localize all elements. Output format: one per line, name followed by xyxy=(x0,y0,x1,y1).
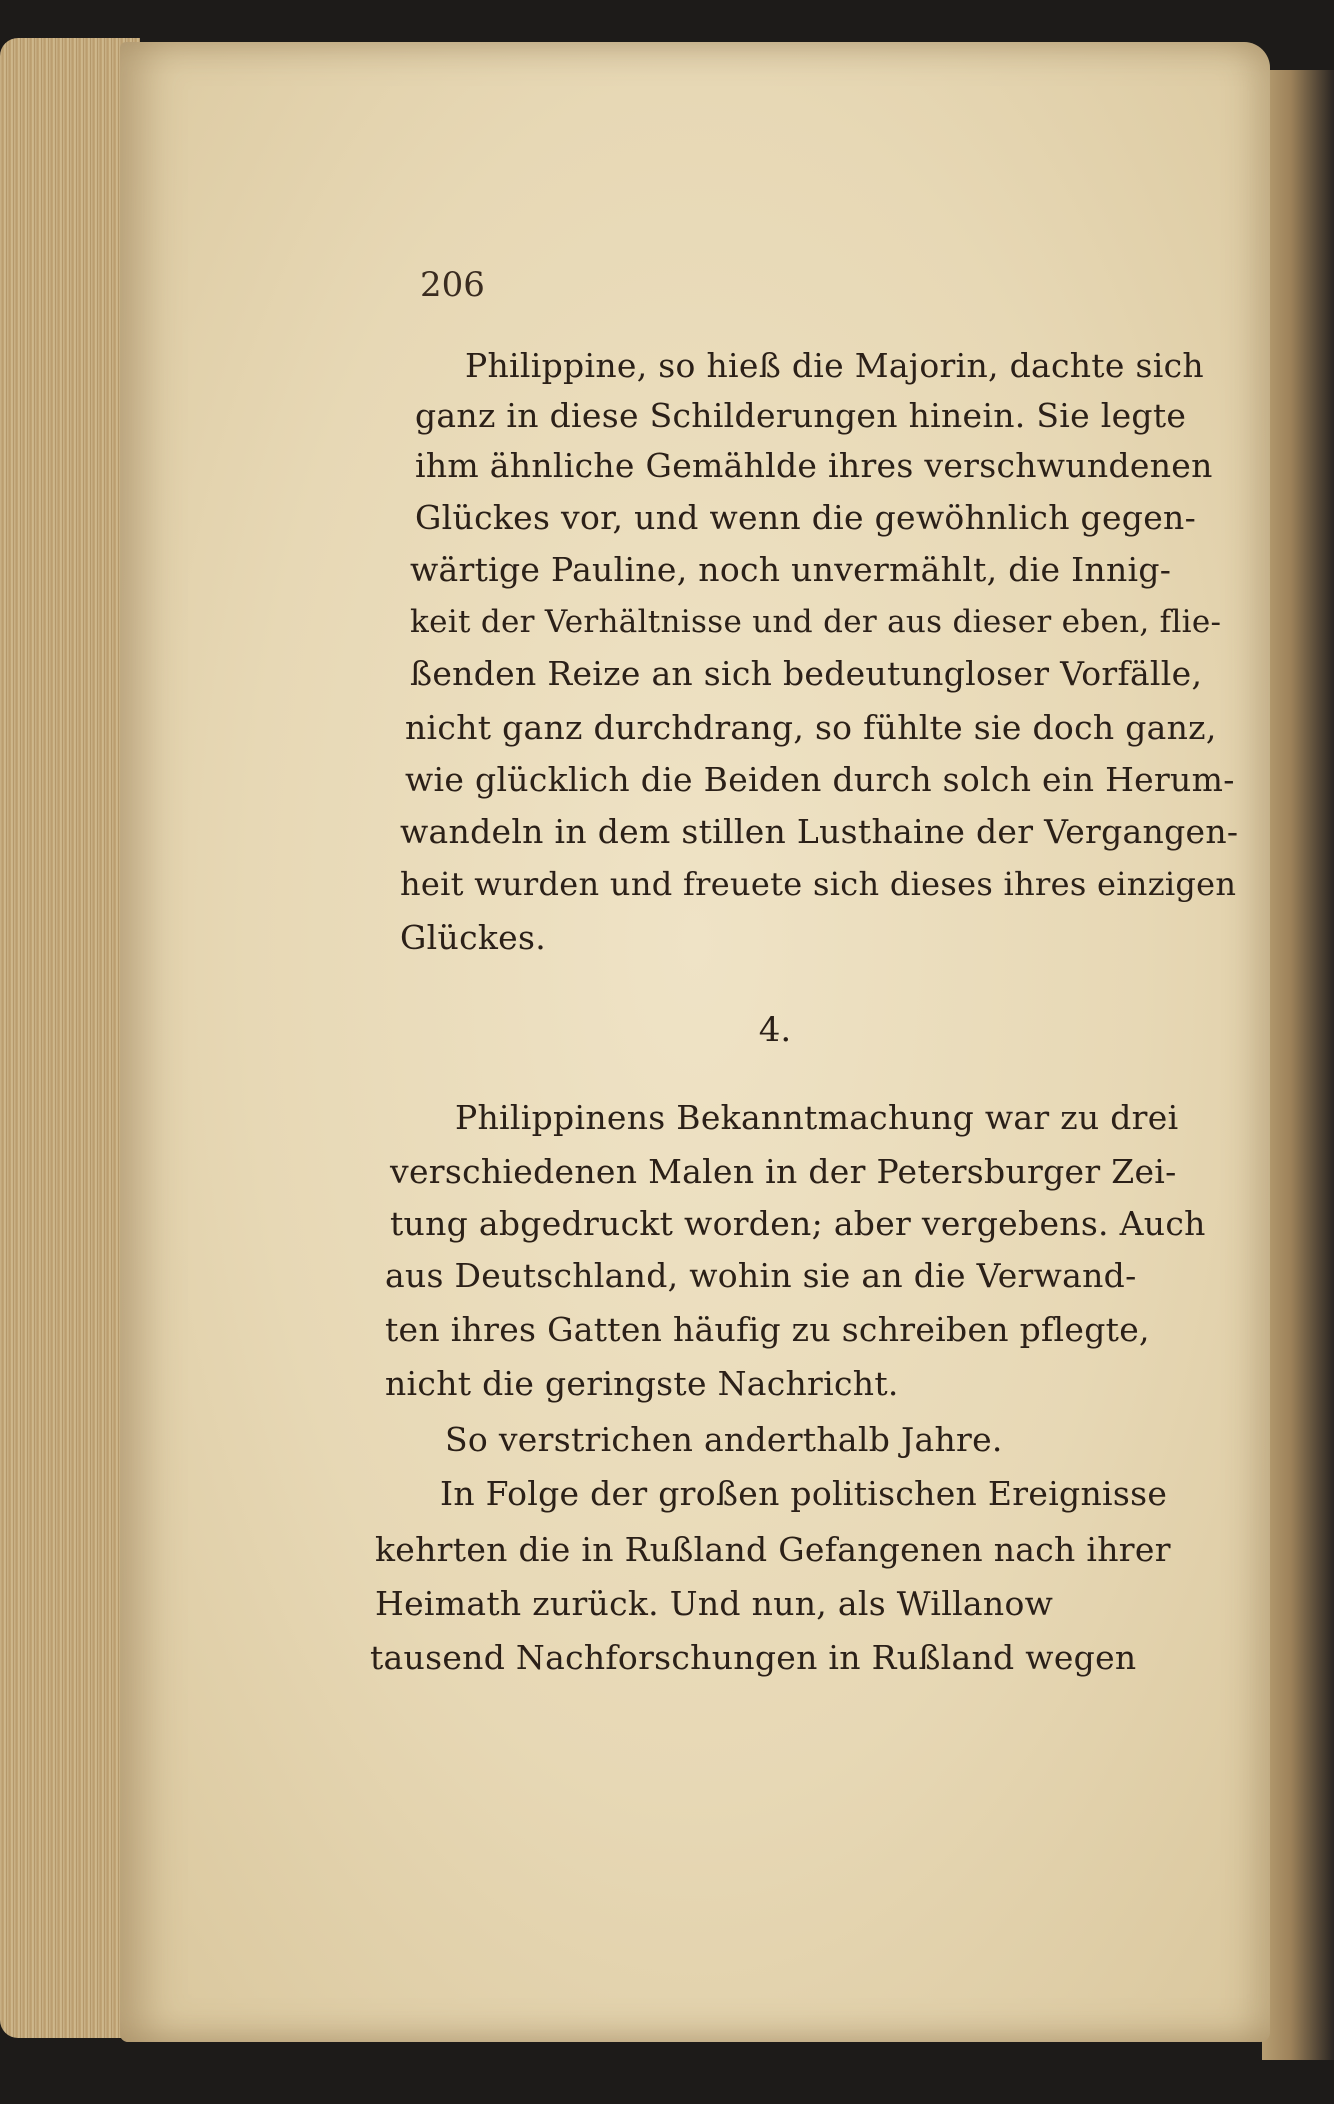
right-page-edge xyxy=(1262,70,1334,2060)
text-line: Philippinens Bekanntmachung war zu drei xyxy=(455,1098,1179,1137)
text-line: Glückes vor, und wenn die gewöhnlich gegen- xyxy=(415,498,1197,537)
text-line: Philippine, so hieß die Majorin, dachte sich xyxy=(465,346,1204,385)
text-line: So verstrichen anderthalb Jahre. xyxy=(445,1420,1003,1459)
text-line: nicht die geringste Nachricht. xyxy=(385,1364,899,1403)
text-line: heit wurden und freuete sich dieses ihres einzigen xyxy=(400,865,1237,903)
text-line: ganz in diese Schilderungen hinein. Sie legte xyxy=(415,396,1187,435)
text-line: verschiedenen Malen in der Petersburger Zei- xyxy=(390,1152,1177,1191)
text-line: nicht ganz durchdrang, so fühlte sie doch ganz, xyxy=(405,708,1217,747)
section-number: 4. xyxy=(758,1010,792,1050)
page-number: 206 xyxy=(420,265,485,305)
text-line: ihm ähnliche Gemählde ihres verschwundenen xyxy=(415,446,1213,485)
text-line: wärtige Pauline, noch unvermählt, die Innig- xyxy=(410,550,1172,589)
text-line: aus Deutschland, wohin sie an die Verwand- xyxy=(385,1256,1137,1295)
text-line: ßenden Reize an sich bedeutungloser Vorfälle, xyxy=(410,654,1203,693)
text-line: keit der Verhältnisse und der aus dieser eben, flie- xyxy=(410,604,1222,640)
text-line: In Folge der großen politischen Ereignisse xyxy=(440,1474,1168,1513)
page-edges xyxy=(0,38,140,2038)
text-line: wandeln in dem stillen Lusthaine der Vergangen- xyxy=(400,812,1239,851)
text-line: wie glücklich die Beiden durch solch ein Herum- xyxy=(405,760,1235,799)
text-line: tausend Nachforschungen in Rußland wegen xyxy=(370,1638,1137,1677)
text-line: tung abgedruckt worden; aber vergebens. Auch xyxy=(390,1204,1206,1243)
text-line: ten ihres Gatten häufig zu schreiben pflegte, xyxy=(385,1310,1150,1349)
text-line: Heimath zurück. Und nun, als Willanow xyxy=(375,1584,1054,1623)
text-line: kehrten die in Rußland Gefangenen nach ihrer xyxy=(375,1530,1171,1569)
text-line: Glückes. xyxy=(400,918,547,957)
